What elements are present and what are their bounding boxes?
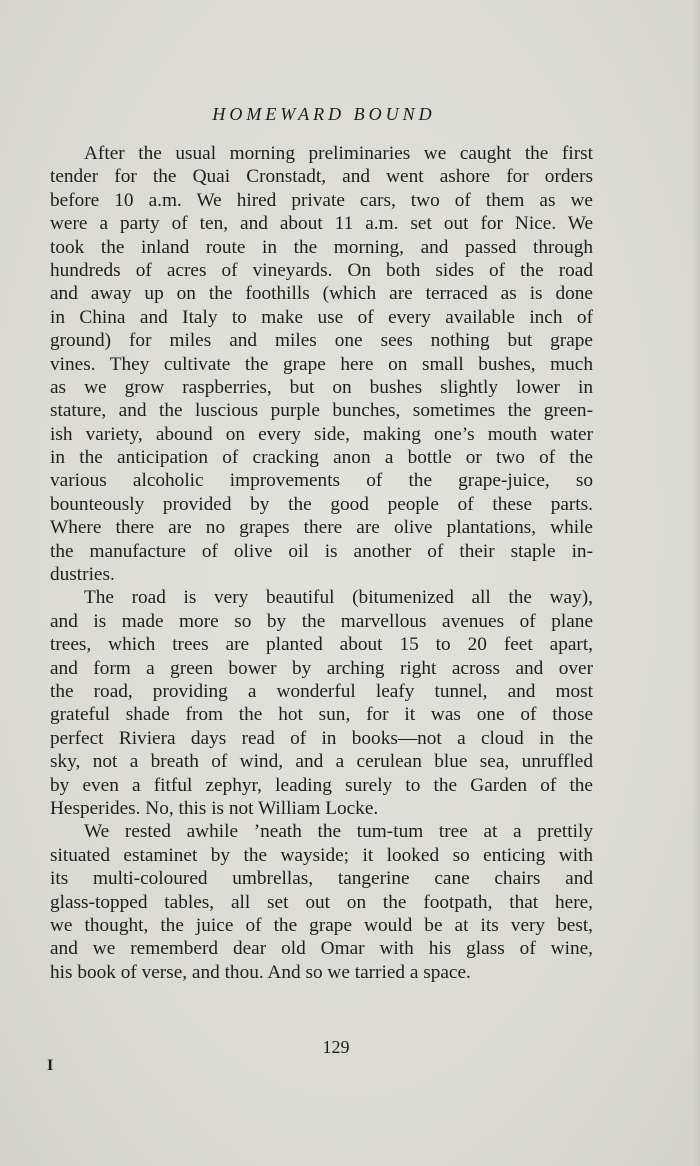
text-line: and is made more so by the marvellous avenues of plane	[50, 610, 593, 632]
text-line: sky, not a breath of wind, and a cerulean blue sea, unruffled	[50, 751, 593, 773]
page-edge	[692, 0, 700, 1166]
paragraph	[50, 820, 593, 984]
text-line: took the inland route in the morning, and passed through	[50, 236, 593, 258]
running-head: HOMEWARD BOUND	[212, 104, 436, 124]
signature-mark: I	[47, 1057, 54, 1074]
text-line: and away up on the foothills (which are terraced as is done	[50, 283, 593, 305]
text-line: trees, which trees are planted about 15 to 20 feet apart,	[50, 634, 593, 656]
text-line: tender for the Quai Cronstadt, and went ashore for orders	[50, 166, 593, 188]
text-line: The road is very beautiful (bitumenized all the way),	[84, 587, 593, 609]
text-line: grateful shade from the hot sun, for it was one of those	[50, 704, 593, 726]
text-line: glass-topped tables, all set out on the footpath, that here,	[50, 891, 593, 913]
text-line: and form a green bower by arching right across and over	[50, 657, 593, 679]
text-line: stature, and the luscious purple bunches, sometimes the green-	[50, 400, 593, 422]
text-line: we thought, the juice of the grape would be at its very best,	[50, 914, 593, 936]
text-line: ish variety, abound on every side, making one’s mouth water	[50, 423, 593, 445]
paragraph	[50, 586, 593, 820]
text-line: its multi-coloured umbrellas, tangerine cane chairs and	[50, 868, 593, 890]
text-line: the road, providing a wonderful leafy tunnel, and most	[50, 680, 593, 702]
text-line: before 10 a.m. We hired private cars, two of them as we	[50, 189, 593, 211]
text-line: We rested awhile ’neath the tum-tum tree at a prettily	[84, 821, 593, 843]
text-line: were a party of ten, and about 11 a.m. set out for Nice. We	[50, 213, 593, 235]
text-line: ground) for miles and miles one sees nothing but grape	[50, 330, 593, 352]
text-line: various alcoholic improvements of the grape-juice, so	[50, 470, 593, 492]
text-line: and we rememberd dear old Omar with his glass of wine,	[50, 938, 593, 960]
text-line: perfect Riviera days read of in books—not a cloud in the	[50, 727, 593, 749]
text-line: situated estaminet by the wayside; it looked so enticing with	[50, 844, 593, 866]
text-line: as we grow raspberries, but on bushes slightly lower in	[50, 376, 593, 398]
text-line: Hesperides. No, this is not William Locke.	[50, 797, 379, 819]
paragraph	[50, 142, 593, 586]
text-line: in the anticipation of cracking anon a bottle or two of the	[50, 447, 593, 469]
text-line: Where there are no grapes there are olive plantations, while	[50, 517, 593, 539]
text-line: in China and Italy to make use of every available inch of	[50, 306, 593, 328]
text-line: vines. They cultivate the grape here on small bushes, much	[50, 353, 593, 375]
text-line: bounteously provided by the good people of these parts.	[50, 493, 593, 515]
text-line: the manufacture of olive oil is another of their staple in-	[50, 540, 593, 562]
text-line: After the usual morning preliminaries we caught the first	[84, 143, 593, 164]
body-text	[50, 142, 593, 984]
text-line: dustries.	[50, 564, 115, 586]
text-line: his book of verse, and thou. And so we tarried a space.	[50, 961, 471, 983]
page-number: 129	[322, 1037, 350, 1057]
text-line: by even a fitful zephyr, leading surely to the Garden of the	[50, 774, 593, 796]
text-line: hundreds of acres of vineyards. On both sides of the road	[50, 259, 593, 281]
